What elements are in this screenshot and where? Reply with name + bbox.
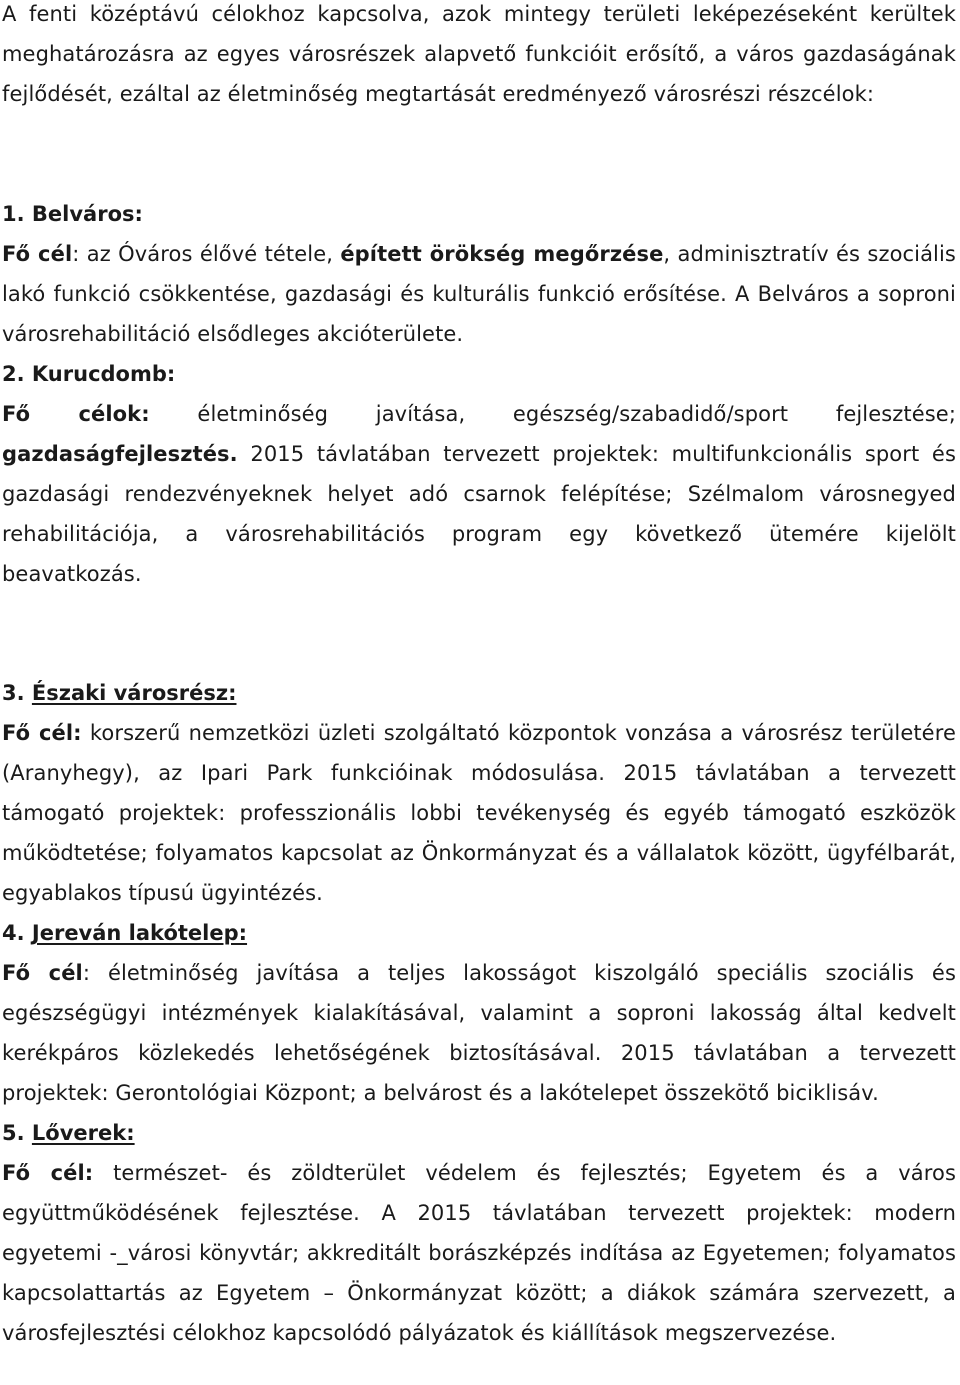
section-4-extra: 2015 távlatában a tervezett projektek: Gerontológiai Központ; a belvárost és a lakótelepet összekötő biciklisáv. [2,1041,957,1105]
intro-paragraph [2,0,956,114]
section-1-heading [2,194,143,234]
section-4-name: Jereván lakótelep: [31,921,248,945]
section-2-goal-label: Fő célok: [2,402,150,426]
section-5-goal-text: természet- és zöldterület védelem és fejlesztés; Egyetem és a város együttműködésének fejlesztése. [2,1161,956,1225]
section-2-name: Kurucdomb: [31,362,176,386]
section-1-goal-label: Fő cél [2,242,73,266]
section-1-body [2,234,956,354]
section-5-number: 5. [2,1121,25,1145]
intro-text: A fenti középtávú célokhoz kapcsolva, azok mintegy területi leképezéseként kerültek meghatározásra az egyes városrészek alapvető funkcióit erősítő, a város gazdaságának fejlődését, ezáltal az életminőség megtartását eredményező városrészi részcélok [2,2,956,106]
section-2-number: 2. [2,362,25,386]
section-3-goal-text: korszerű nemzetközi üzleti szolgáltató központok vonzása a városrész területére (Aranyhegy), az Ipari Park funkcióinak módosulása. [2,721,956,785]
section-1-goal-sep: : az Óváros élővé tétele, [72,242,341,266]
section-4-goal-text: : életminőség javítása a teljes lakosságot kiszolgáló speciális szociális és egészségügyi intézmények kialakításával, valamint a soproni lakosság által kedvelt kerékpáros közlekedés lehetőségének biztosításával. [2,961,956,1065]
section-3-name: Északi városrész: [31,681,237,705]
section-4-heading [2,913,247,953]
section-3-goal-label: Fő cél: [2,721,82,745]
section-1-goal-rest: , adminisztratív és szociális lakó funkció csökkentése, gazdasági és kulturális funkció erősítése. [2,242,956,306]
section-3-heading [2,673,236,713]
section-2-goal-text: életminőség javítása, egészség/szabadidő/sport fejlesztése; [149,402,956,426]
section-1-goal-bold: épített örökség megőrzése [340,242,664,266]
section-2-body [2,394,956,594]
section-2-goal-bold: gazdaságfejlesztés. [2,442,238,466]
section-4-body [2,953,956,1113]
section-4-number: 4. [2,921,25,945]
section-1-number: 1. [2,202,25,226]
section-5-name: Lőverek: [31,1121,135,1145]
section-3-extra: 2015 távlatában a tervezett támogató projektek: professzionális lobbi tevékenység és egyéb támogató eszközök működtetése; folyamatos kapcsolat az Önkormányzat és a vállalatok között, ügyfélbarát, egyablakos típusú ügyintézés. [2,761,957,905]
section-5-body [2,1153,956,1353]
section-2-extra: 2015 távlatában tervezett projektek: multifunkcionális sport és gazdasági rendezvényeknek helyet adó csarnok felépítése; Szélmalom városnegyed rehabilitációja, a városrehabilitációs program egy következő ütemére kijelölt beavatkozás. [2,442,956,586]
section-5-heading [2,1113,135,1153]
section-1-extra: A Belváros a soproni városrehabilitáció elsődleges akcióterülete. [2,282,956,346]
section-4-goal-label: Fő cél [2,961,83,985]
section-5-extra: A 2015 távlatában tervezett projektek: modern egyetemi -_városi könyvtár; akkreditált borászképzés indítása az Egyetemen; folyamatos kapcsolattartás az Egyetem – Önkormányzat között; a diákok számára szervezett, a városfejlesztési célokhoz kapcsolódó pályázatok és kiállítások megszervezése. [2,1201,956,1345]
section-3-body [2,713,956,913]
section-1-name: Belváros: [31,202,143,226]
section-3-number: 3. [2,681,25,705]
section-2-heading [2,354,175,394]
section-5-goal-label: Fő cél: [2,1161,94,1185]
intro-colon: : [866,82,875,106]
